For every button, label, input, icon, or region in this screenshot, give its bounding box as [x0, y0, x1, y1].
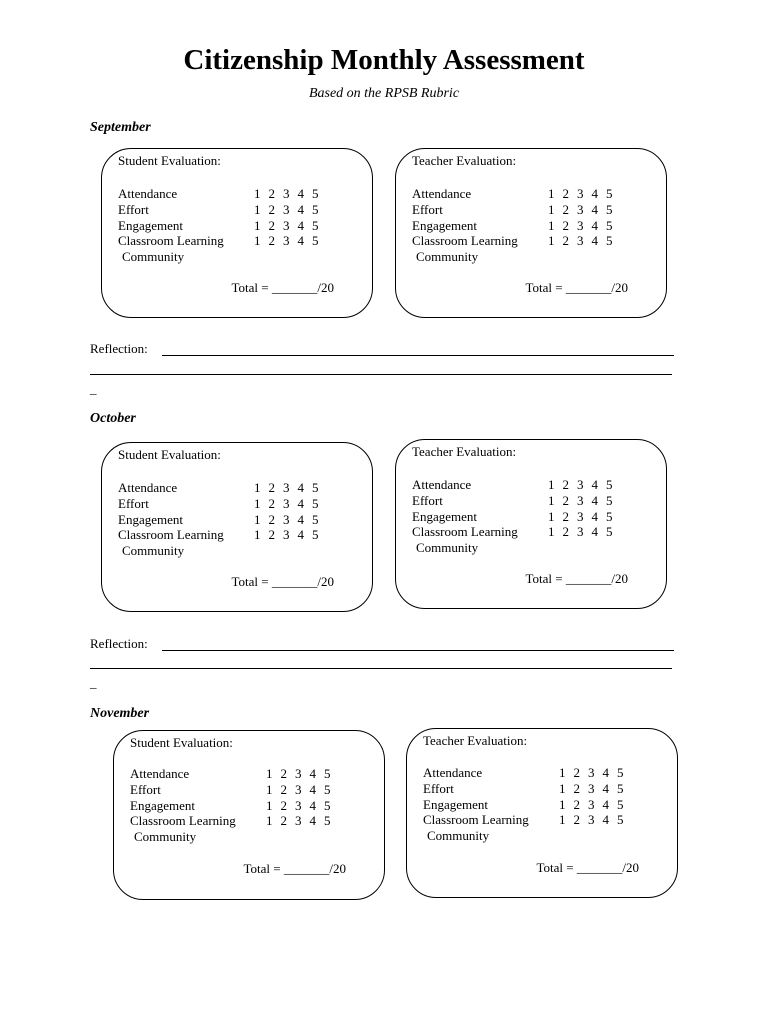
criterion-row: [118, 496, 338, 512]
criterion-row: [423, 828, 643, 844]
teacher-evaluation-heading: Teacher Evaluation:: [412, 153, 517, 168]
rating-scale[interactable]: 1 2 3 4 5: [548, 492, 613, 508]
criterion-label: Engagement: [423, 796, 488, 812]
criterion-row: [423, 797, 643, 813]
rating-scale[interactable]: 1 2 3 4 5: [548, 477, 613, 492]
criterion-label: Engagement: [118, 511, 183, 527]
criterion-row: [118, 218, 338, 234]
rating-scale[interactable]: 1 2 3 4 5: [254, 495, 319, 511]
criterion-label-continued: Community: [122, 249, 185, 265]
rating-scale[interactable]: 1 2 3 4 5: [559, 796, 624, 812]
teacher-evaluation-heading: Teacher Evaluation:: [412, 444, 517, 459]
criterion-label: Attendance: [130, 766, 190, 781]
rating-scale[interactable]: 1 2 3 4 5: [548, 217, 613, 233]
total-field[interactable]: Total = _______/20: [525, 571, 628, 586]
rating-scale[interactable]: 1 2 3 4 5: [254, 217, 319, 233]
rating-scale[interactable]: 1 2 3 4 5: [548, 508, 613, 524]
criterion-row: [412, 249, 632, 265]
criterion-row: [412, 540, 632, 556]
criterion-label: Effort: [130, 781, 161, 797]
student-evaluation-heading: Student Evaluation:: [118, 153, 221, 168]
page-title: Citizenship Monthly Assessment: [183, 44, 585, 76]
criterion-label: Attendance: [423, 765, 483, 780]
criterion-row: [412, 477, 632, 493]
rating-scale[interactable]: 1 2 3 4 5: [266, 813, 331, 829]
student-evaluation-heading: Student Evaluation:: [118, 447, 221, 462]
rating-scale[interactable]: 1 2 3 4 5: [254, 233, 319, 249]
page-subtitle: Based on the RPSB Rubric: [308, 86, 460, 101]
criterion-label: Classroom Learning: [118, 527, 224, 543]
criterion-label-continued: Community: [134, 829, 197, 845]
total-field[interactable]: Total = _______/20: [536, 860, 639, 875]
criterion-row: [118, 480, 338, 496]
rating-scale[interactable]: 1 2 3 4 5: [254, 201, 319, 217]
criterion-label: Effort: [423, 780, 454, 796]
reflection-dash: _: [90, 381, 97, 396]
reflection-label: Reflection:: [90, 636, 148, 651]
reflection-line[interactable]: [162, 355, 674, 356]
reflection-line[interactable]: [162, 650, 674, 651]
total-field[interactable]: Total = _______/20: [231, 280, 334, 295]
criterion-row: [130, 798, 350, 814]
criterion-label: Attendance: [118, 480, 178, 495]
criterion-label-continued: Community: [416, 249, 479, 265]
criterion-label: Classroom Learning: [412, 233, 518, 249]
criterion-label: Engagement: [118, 217, 183, 233]
rating-scale[interactable]: 1 2 3 4 5: [548, 524, 613, 540]
criterion-label: Engagement: [130, 797, 195, 813]
rating-scale[interactable]: 1 2 3 4 5: [254, 527, 319, 543]
criterion-label: Classroom Learning: [130, 813, 236, 829]
month-heading-september: September: [90, 120, 151, 135]
rating-scale[interactable]: 1 2 3 4 5: [254, 511, 319, 527]
rating-scale[interactable]: 1 2 3 4 5: [548, 233, 613, 249]
rating-scale[interactable]: 1 2 3 4 5: [548, 186, 613, 201]
criterion-label-continued: Community: [122, 543, 185, 559]
criterion-row: [118, 512, 338, 528]
total-field[interactable]: Total = _______/20: [243, 861, 346, 876]
student-evaluation-box: [113, 730, 385, 900]
criterion-row: [118, 527, 338, 543]
reflection-line[interactable]: [90, 374, 672, 375]
criterion-row: [412, 524, 632, 540]
reflection-label: Reflection:: [90, 341, 148, 356]
criterion-row: [118, 186, 338, 202]
rating-scale[interactable]: 1 2 3 4 5: [266, 797, 331, 813]
criterion-label: Attendance: [412, 477, 472, 492]
criterion-row: [423, 781, 643, 797]
criterion-row: [412, 509, 632, 525]
criterion-row: [130, 782, 350, 798]
criterion-label: Effort: [118, 201, 149, 217]
rating-scale[interactable]: 1 2 3 4 5: [548, 201, 613, 217]
rating-scale[interactable]: 1 2 3 4 5: [266, 781, 331, 797]
reflection-dash: _: [90, 675, 97, 690]
total-field[interactable]: Total = _______/20: [231, 574, 334, 589]
criterion-row: [130, 766, 350, 782]
teacher-evaluation-box: [406, 728, 678, 898]
criterion-row: [130, 829, 350, 845]
criterion-label: Classroom Learning: [118, 233, 224, 249]
rating-scale[interactable]: 1 2 3 4 5: [559, 765, 624, 780]
month-heading-november: November: [90, 706, 150, 721]
criterion-label: Effort: [412, 201, 443, 217]
criterion-label: Classroom Learning: [423, 812, 529, 828]
criterion-row: [412, 202, 632, 218]
criterion-label: Attendance: [412, 186, 472, 201]
criterion-row: [412, 233, 632, 249]
criterion-row: [412, 493, 632, 509]
criterion-row: [412, 186, 632, 202]
teacher-evaluation-box: [395, 148, 667, 318]
criterion-row: [118, 543, 338, 559]
criterion-row: [412, 218, 632, 234]
criterion-row: [130, 813, 350, 829]
rating-scale[interactable]: 1 2 3 4 5: [254, 480, 319, 495]
teacher-evaluation-heading: Teacher Evaluation:: [423, 733, 528, 748]
teacher-evaluation-box: [395, 439, 667, 609]
student-evaluation-box: [101, 148, 373, 318]
reflection-line[interactable]: [90, 668, 672, 669]
criterion-label: Effort: [118, 495, 149, 511]
month-heading-october: October: [90, 411, 136, 426]
criterion-label: Effort: [412, 492, 443, 508]
criterion-label: Engagement: [412, 508, 477, 524]
criterion-label-continued: Community: [427, 828, 490, 844]
criterion-row: [423, 765, 643, 781]
rating-scale[interactable]: 1 2 3 4 5: [266, 766, 331, 781]
rating-scale[interactable]: 1 2 3 4 5: [559, 780, 624, 796]
rating-scale[interactable]: 1 2 3 4 5: [254, 186, 319, 201]
criterion-label-continued: Community: [416, 540, 479, 556]
student-evaluation-heading: Student Evaluation:: [130, 735, 233, 750]
criterion-label: Attendance: [118, 186, 178, 201]
rating-scale[interactable]: 1 2 3 4 5: [559, 812, 624, 828]
criterion-label: Engagement: [412, 217, 477, 233]
student-evaluation-box: [101, 442, 373, 612]
criterion-row: [118, 202, 338, 218]
total-field[interactable]: Total = _______/20: [525, 280, 628, 295]
criterion-row: [423, 812, 643, 828]
criterion-row: [118, 233, 338, 249]
criterion-label: Classroom Learning: [412, 524, 518, 540]
criterion-row: [118, 249, 338, 265]
